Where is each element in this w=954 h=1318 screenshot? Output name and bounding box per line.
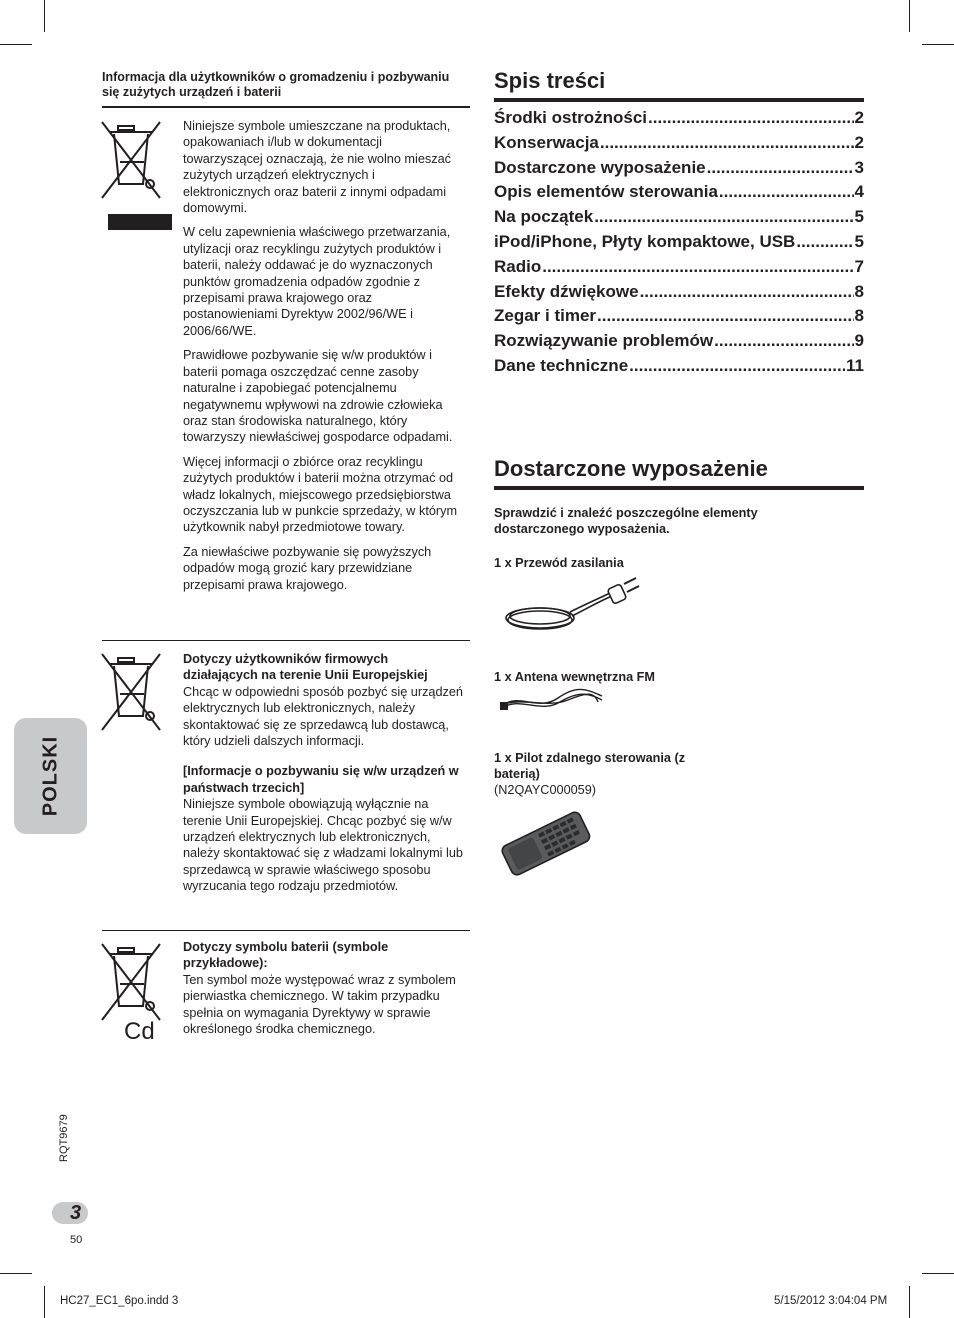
toc-heading: Spis treści <box>494 68 606 93</box>
toc-item[interactable] <box>494 108 864 133</box>
crop-mark <box>909 1286 910 1318</box>
toc-item-page: 7 <box>854 256 864 276</box>
toc-item-page: 11 <box>846 355 864 375</box>
section-divider <box>102 930 470 931</box>
paragraph: Za niewłaściwe pozbywanie się powyższych odpadów mogą grozić kary przewidziane przepisami prawa krajowego. <box>183 544 432 592</box>
toc-item[interactable] <box>494 182 864 207</box>
crop-mark <box>922 1273 954 1274</box>
toc-item[interactable] <box>494 306 864 331</box>
weee-bin-icon <box>100 942 162 1022</box>
power-cord-icon <box>500 572 640 634</box>
crop-mark <box>44 1286 45 1318</box>
accessory-antenna-label: 1 x Antena wewnętrzna FM <box>494 670 655 684</box>
toc-leader <box>719 182 854 202</box>
block-title: [Informacje o pozbywaniu się w/w urządzeń w państwach trzecich] <box>183 764 459 795</box>
accessories-intro: Sprawdzić i znaleźć poszczególne elementy dostarczonego wyposażenia. <box>494 506 758 536</box>
table-of-contents <box>494 108 864 381</box>
toc-item[interactable] <box>494 158 864 183</box>
section-divider <box>102 640 470 641</box>
accessory-remote-code: (N2QAYC000059) <box>494 783 597 797</box>
toc-item-title: Na początek <box>494 207 594 227</box>
toc-item-title: iPod/iPhone, Płyty kompaktowe, USB <box>494 231 796 251</box>
black-bar <box>108 214 172 230</box>
toc-item-title: Zegar i timer <box>494 306 597 326</box>
toc-leader <box>629 356 845 376</box>
block-title: Dotyczy użytkowników firmowych działających na terenie Unii Europejskiej <box>183 652 428 683</box>
battery-symbol-block <box>183 939 465 1045</box>
disposal-heading: Informacja dla użytkowników o gromadzeniu i pozbywaniu się zużytych urządzeń i baterii <box>102 70 450 99</box>
toc-item-page: 8 <box>854 281 864 301</box>
toc-item[interactable] <box>494 133 864 158</box>
toc-leader <box>640 282 854 302</box>
heading-rule <box>102 106 470 108</box>
paragraph: W celu zapewnienia właściwego przetwarzania, utylizacji oraz recyklingu zużytych produktów i baterii, należy oddawać je do wyznaczonych punktów gromadzenia odpadów zgodnie z przepisami prawa krajowego oraz postanowieniami Dyrektyw 2002/96/WE i 2006/66/WE. <box>183 225 451 338</box>
crop-mark <box>0 1273 32 1274</box>
accessories-heading-rule <box>494 486 864 490</box>
fm-antenna-icon <box>498 686 608 716</box>
toc-item-page: 5 <box>854 231 864 251</box>
page-sub-number: 50 <box>70 1234 83 1246</box>
toc-leader <box>796 232 853 252</box>
page-number: 3 <box>70 1202 82 1224</box>
block-title: Dotyczy symbolu baterii (symbole przykładowe): <box>183 940 389 971</box>
remote-control-icon <box>497 802 593 886</box>
toc-item-title: Opis elementów sterowania <box>494 182 718 202</box>
paragraph: Chcąc w odpowiedni sposób pozbyć się urządzeń elektrycznych lub elektronicznych, należy skontaktować się ze sprzedawcą lub dostawcą, który udzieli dalszych informacji. <box>183 684 463 749</box>
toc-item-page: 5 <box>854 207 864 227</box>
footer-timestamp: 5/15/2012 3:04:04 PM <box>774 1295 888 1307</box>
toc-item-page: 2 <box>854 108 864 127</box>
weee-bin-icon <box>100 652 162 732</box>
toc-leader <box>707 158 854 178</box>
toc-item[interactable] <box>494 232 864 257</box>
business-users-block <box>183 651 465 903</box>
page-number-badge <box>52 1202 88 1224</box>
paragraph: Ten symbol może występować wraz z symbolem pierwiastka chemicznego. W takim przypadku spełnia on wymagania Dyrektywy w sprawie określonego środka chemicznego. <box>183 972 456 1037</box>
toc-leader <box>714 331 853 351</box>
toc-item[interactable] <box>494 207 864 232</box>
accessories-heading: Dostarczone wyposażenie <box>494 456 768 481</box>
toc-item-title: Dane techniczne <box>494 355 629 375</box>
toc-item[interactable] <box>494 356 864 381</box>
toc-item-page: 9 <box>854 331 864 351</box>
toc-leader <box>600 133 854 153</box>
toc-item[interactable] <box>494 331 864 356</box>
toc-item-title: Rozwiązywanie problemów <box>494 331 714 351</box>
toc-item-page: 8 <box>854 306 864 326</box>
footer-filename: HC27_EC1_6po.indd 3 <box>60 1295 179 1307</box>
model-code: RQT9679 <box>58 1114 70 1162</box>
toc-leader <box>594 207 853 227</box>
paragraph: Niniejsze symbole obowiązują wyłącznie na terenie Unii Europejskiej. Chcąc pozbyć się w/w urządzeń elektrycznych lub elektronicznych, należy skontaktować się z władzami lokalnymi lub sprzedawcą w sprawie właściwego sposobu wyrzucania tego rodzaju przedmiotów. <box>183 797 463 894</box>
toc-item-title: Efekty dźwiękowe <box>494 281 639 301</box>
language-tab-label: POLSKI <box>39 735 61 817</box>
toc-leader <box>542 257 853 277</box>
paragraph: Prawidłowe pozbywanie się w/w produktów i baterii pomaga oszczędzać cenne zasoby naturalne i zapobiegać potencjalnemu negatywnemu wpływowi na zdrowie człowieka oraz stan środowiska naturalnego, który towarzyszy niewłaściwej gospodarce odpadami. <box>183 348 453 445</box>
toc-item-title: Dostarczone wyposażenie <box>494 157 706 177</box>
language-tab <box>14 718 87 834</box>
crop-mark <box>0 44 32 45</box>
toc-item-title: Konserwacja <box>494 132 599 152</box>
accessory-power-cord-label: 1 x Przewód zasilania <box>494 556 624 570</box>
toc-leader <box>648 108 854 128</box>
toc-item-title: Środki ostrożności <box>494 108 648 127</box>
toc-heading-rule <box>494 98 864 102</box>
paragraph: Niniejsze symbole umieszczane na produktach, opakowaniach i/lub w dokumentacji towarzyszącej oznaczają, że nie wolno mieszać zużytych urządzeń elektrycznych i elektronicznych oraz baterii z innymi odpadami domowymi. <box>183 119 451 216</box>
toc-item[interactable] <box>494 257 864 282</box>
toc-item-page: 3 <box>854 157 864 177</box>
crop-mark <box>922 44 954 45</box>
toc-item[interactable] <box>494 282 864 307</box>
crop-mark <box>909 0 910 32</box>
weee-bin-icon <box>100 120 162 200</box>
toc-leader <box>597 306 853 326</box>
disposal-info-block <box>183 118 465 601</box>
accessory-remote-label: 1 x Pilot zdalnego sterowania (z baterią) <box>494 751 686 781</box>
toc-item-page: 2 <box>854 132 864 152</box>
toc-item-title: Radio <box>494 256 542 276</box>
crop-mark <box>44 0 45 32</box>
cadmium-symbol: Cd <box>124 1018 155 1045</box>
paragraph: Więcej informacji o zbiórce oraz recyklingu zużytych produktów i baterii można otrzymać od władz lokalnych, miejscowego przedsiębiorstwa oczyszczania lub w punkcie sprzedaży, w którym użytkownik nabył przedmiotowe towary. <box>183 454 458 535</box>
toc-item-page: 4 <box>854 182 864 202</box>
